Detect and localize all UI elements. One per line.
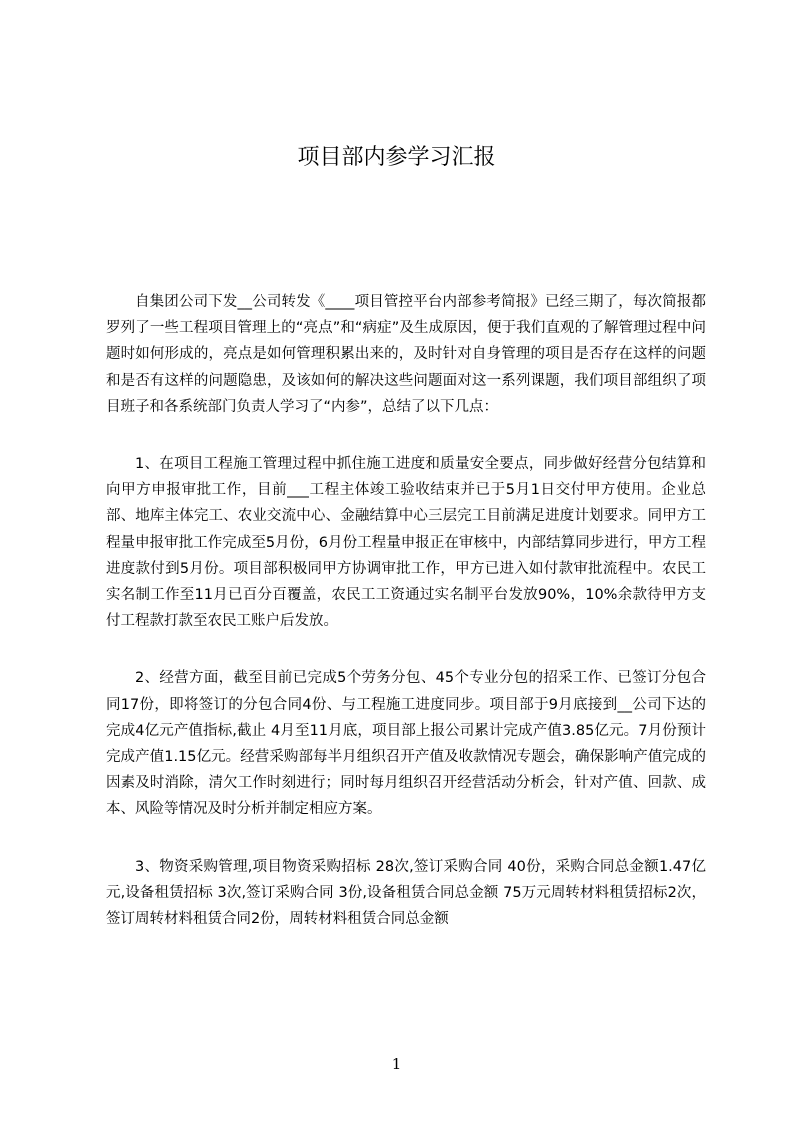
page-number: 1: [391, 1055, 402, 1073]
intro-paragraph: 自集团公司下发__公司转发《____项目管控平台内部参考简报》已经三期了，每次简报都罗列了一些工程项目管理上的“亮点”和“病症”及生成原因，便于我们直观的了解管理过程中问题时如何形成的，亮点是如何管理积累出来的，及时针对自身管理的项目是否存在这样的问题和是否有这样的问题隐患，及该如何的解决这些问题面对这一系列课题，我们项目部组织了项目班子和各系统部门负责人学习了“内参”，总结了以下几点：: [106, 294, 706, 415]
section-3-paragraph: 3、物资采购管理,项目物资采购招标 28次,签订采购合同 40份，采购合同总金额1.47亿元,设备租赁招标 3次,签订采购合同 3份,设备租赁合同总金额 75万元周转材料租赁招标2次，签订周转材料租赁合同2份，周转材料租赁合同总金额: [106, 858, 706, 928]
document-body: [106, 289, 706, 963]
section-2-paragraph: 2、经营方面，截至目前已完成5个劳务分包、45个专业分包的招采工作、已签订分包合同17份，即将签订的分包合同4份、与工程施工进度同步。项目部于9月底接到__公司下达的完成4亿元产值指标,截止 4月至11月底，项目部上报公司累计完成产值3.85亿元。7月份预计完成产值1.15亿元。经营采购部每半月组织召开产值及收款情况专题会，确保影响产值完成的因素及时消除，清欠工作时刻进行；同时每月组织召开经营活动分析会，针对产值、回款、成本、风险等情况及时分析并制定相应方案。: [106, 670, 706, 818]
document-title: 项目部内参学习汇报: [297, 145, 496, 170]
section-1-paragraph: 1、在项目工程施工管理过程中抓住施工进度和质量安全要点，同步做好经营分包结算和向甲方申报审批工作，目前___工程主体竣工验收结束并已于5月1日交付甲方使用。企业总部、地库主体完工、农业交流中心、金融结算中心三层完工目前满足进度计划要求。同甲方工程量申报审批工作完成至5月份，6月份工程量申报正在审核中，内部结算同步进行，甲方工程进度款付到5月份。项目部积极同甲方协调审批工作，甲方已进入如付款审批流程中。农民工实名制工作至11月已百分百覆盖，农民工工资通过实名制平台发放90%，10%余款待甲方支付工程款打款至农民工账户后发放。: [106, 456, 706, 630]
